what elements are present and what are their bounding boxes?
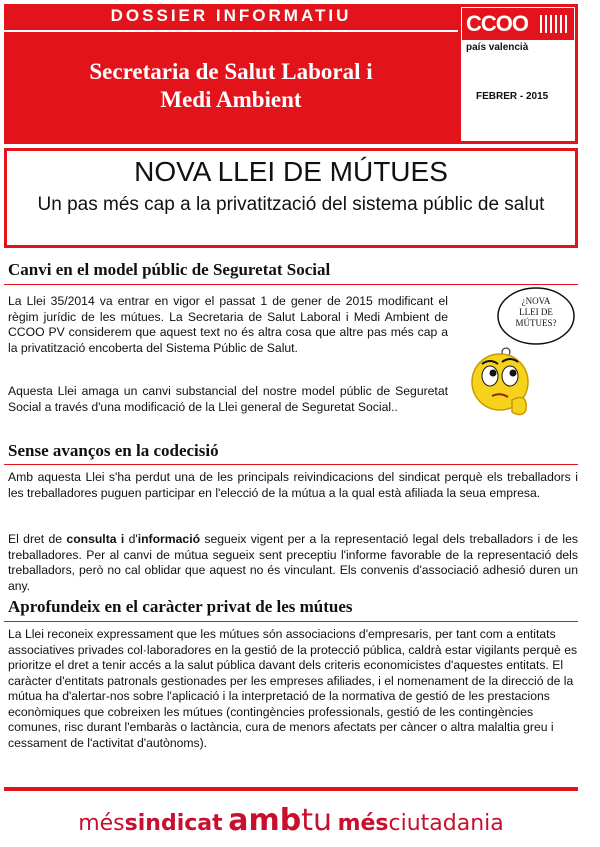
- section-1-paragraph-1: La Llei 35/2014 va entrar en vigor el passat 1 de gener de 2015 modificant el règim jurídic de les mútues. La Secretaria de Salut Laboral i Medi Ambient de CCOO PV considerem que aquest text no és altra cosa que altre pas més cap a la privatització encoberta del Sistema Públic de Salut.: [8, 294, 448, 355]
- slogan-word-3: amb: [228, 803, 302, 838]
- slogan-word-4: tu: [301, 803, 332, 838]
- department-title-line1: Secretaria de Salut Laboral i: [89, 59, 373, 84]
- left-eye: [482, 366, 498, 386]
- logo-text: CCOO: [466, 11, 528, 36]
- issue-date: FEBRER - 2015: [476, 91, 549, 102]
- logo-stripes-icon: [540, 15, 570, 33]
- slogan-word-2: sindicat: [124, 811, 223, 836]
- slogan-word-6: ciutadania: [388, 811, 504, 836]
- p2-bold-consulta: consulta i: [66, 532, 125, 546]
- p2-text-a: El dret de: [8, 532, 67, 546]
- right-pupil: [510, 370, 517, 377]
- left-pupil: [490, 370, 497, 377]
- hand: [512, 398, 526, 415]
- ccoo-logo: [462, 8, 574, 40]
- p2-text-b: d': [124, 532, 138, 546]
- page-subtitle: Un pas més cap a la privatització del sistema públic de salut: [37, 194, 545, 215]
- section-2-paragraph-1: Amb aquesta Llei s'ha perdut una de les principals reivindicacions del sindicat perquè els treballadors i les treballadores puguen participar en l'elecció de la mútua a la qual està afiliada la seua empresa.: [8, 470, 578, 500]
- thinking-face-icon: [466, 282, 580, 422]
- department-title: [14, 58, 448, 114]
- thinking-face-figure: [466, 282, 580, 422]
- footer-rule: [4, 787, 578, 791]
- region-label: país valencià: [466, 42, 529, 53]
- slogan-word-1: més: [78, 811, 125, 836]
- section-heading-1: Canvi en el model públic de Seguretat Social: [8, 260, 331, 279]
- header-divider: [4, 30, 458, 32]
- section-1-paragraph-2: Aquesta Llei amaga un canvi substancial del nostre model públic de Seguretat Social a través d'una modificació de la Llei general de Seguretat Social..: [8, 384, 448, 414]
- section-rule-2: [4, 464, 578, 465]
- section-rule-3: [4, 621, 578, 622]
- slogan: [4, 803, 578, 838]
- p2-bold-informacio: informació: [137, 532, 201, 546]
- p2-text-c: segueix vigent per a la representació legal dels treballadors i de les treballadores. Per al canvi de mútua segueix sent preceptiu l'informe favorable de la representació dels treballadors, però no cal oblidar que aquest no és vinculant. Els convenis d'associació adhesió duren un any.: [8, 532, 578, 593]
- right-eye: [502, 366, 518, 386]
- department-title-line2: Medi Ambient: [160, 87, 302, 112]
- speech-text-2: LLEI DE: [519, 307, 553, 317]
- section-3-paragraph-1: La Llei reconeix expressament que les mútues són associacions d'empresaris, per tant com a entitats associatives privades col·laboradores en la gestió de la protecció pública, caldrà estar vigilants perquè es prioritze el dret a tenir accés a la salut pública davant dels criteris economicistes d'aquestes entitats. El caràcter d'entitats patronals gestionades per les empreses afiliades, i el nomenament de la direcció de la mútua ha d'alertar-nos sobre l'aplicació i la interpretació de la normativa de gestió de les prestacions econòmiques que cobreixen les mútues (contingències professionals, gestió de les contingències comunes, risc durant l'embaràs o lactància, cura de menors afectats per càncer o altra malaltia greu i cessament de l'activitat d'autònoms).: [8, 627, 578, 750]
- speech-text-3: MÚTUES?: [515, 318, 557, 328]
- speech-text-1: ¿NOVA: [521, 296, 551, 306]
- slogan-word-5: més: [337, 811, 389, 836]
- section-heading-3: Aprofundeix en el caràcter privat de les mútues: [8, 597, 353, 616]
- section-2-paragraph-2: [8, 532, 578, 594]
- dossier-label: DOSSIER INFORMATIU: [110, 6, 352, 25]
- section-heading-2: Sense avanços en la codecisió: [8, 441, 219, 460]
- page-title: NOVA LLEI DE MÚTUES: [134, 156, 448, 187]
